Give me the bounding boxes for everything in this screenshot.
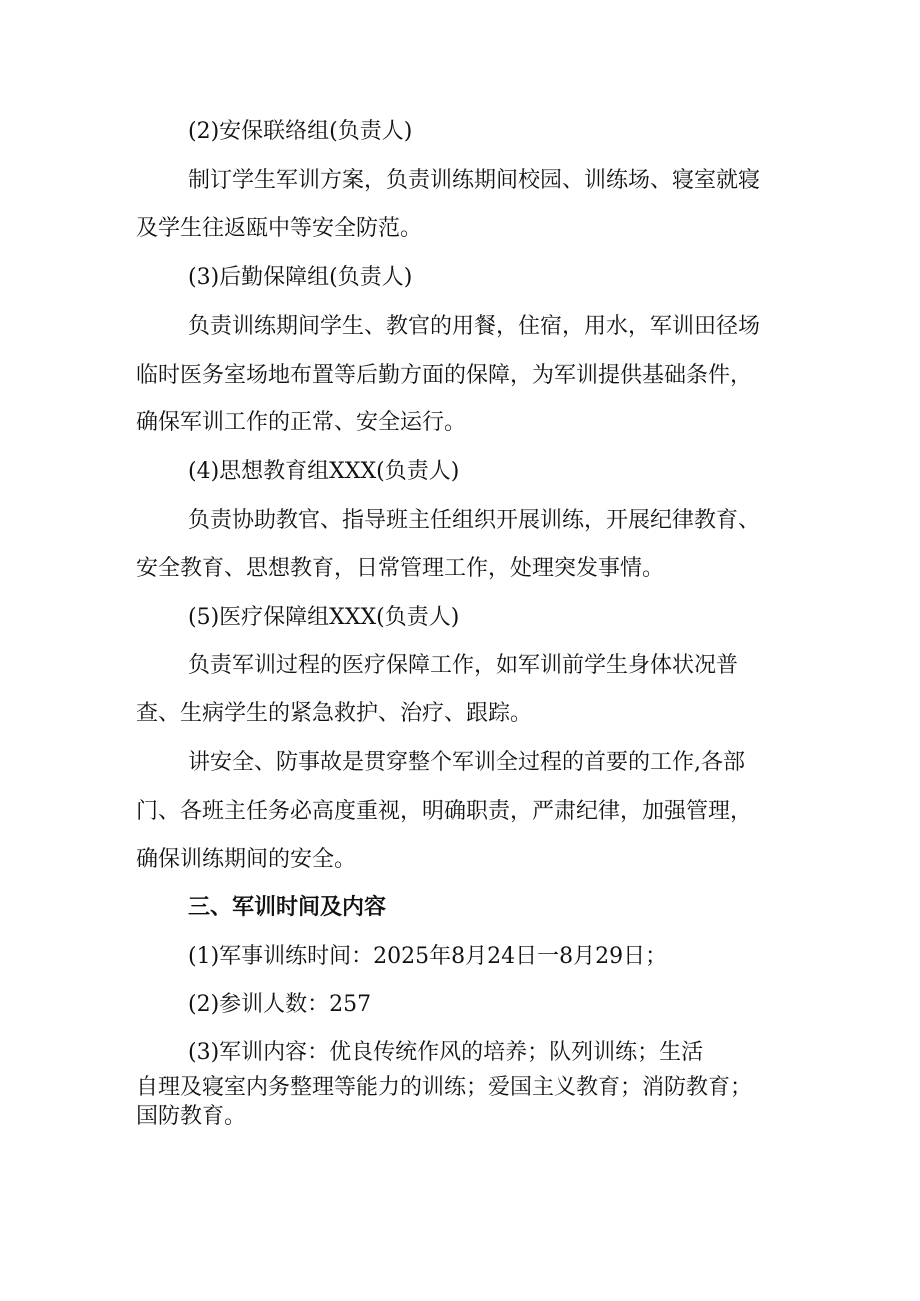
item3-body-line-2: 临时医务室场地布置等后勤方面的保障，为军训提供基础条件， — [136, 363, 753, 388]
item4-body-line-1: 负责协助教官、指导班主任组织开展训练，开展纪律教育、 — [188, 508, 761, 533]
item3-body-line-3: 确保军训工作的正常、安全运行。 — [136, 410, 467, 435]
training-time-item: (1)军事训练时间：2025年8月24日一8月29日； — [188, 944, 668, 969]
item4-body-line-2: 安全教育、思想教育，日常管理工作，处理突发事情。 — [136, 556, 665, 581]
item4-title: (4)思想教育组XXX(负责人) — [188, 459, 460, 484]
item5-body-line-2: 查、生病学生的紧急救护、治疗、跟踪。 — [136, 701, 533, 726]
item2-title: (2)安保联络组(负责人) — [188, 119, 413, 144]
item5-body-line-1: 负责军训过程的医疗保障工作，如军训前学生身体状况普 — [188, 653, 739, 678]
item2-body-line-2: 及学生往返瓯中等安全防范。 — [136, 216, 423, 241]
safety-paragraph-line-1: 讲安全、防事故是贯穿整个军训全过程的首要的工作,各部 — [188, 750, 745, 775]
section3-heading: 三、军训时间及内容 — [188, 895, 387, 920]
training-content-line-2: 自理及寝室内务整理等能力的训练；爱国主义教育；消防教育； — [136, 1075, 753, 1100]
safety-paragraph-line-3: 确保训练期间的安全。 — [136, 847, 357, 872]
item3-body-line-1: 负责训练期间学生、教官的用餐，住宿，用水，军训田径场 — [188, 314, 761, 339]
safety-paragraph-line-2: 门、各班主任务必高度重视，明确职责，严肃纪律，加强管理， — [136, 799, 753, 824]
participant-count-item: (2)参训人数：257 — [188, 992, 372, 1017]
item3-title: (3)后勤保障组(负责人) — [188, 265, 413, 290]
training-content-line-3: 国防教育。 — [136, 1104, 247, 1129]
item2-body-line-1: 制订学生军训方案，负责训练期间校园、训练场、寝室就寝 — [188, 168, 761, 193]
training-content-line-1: (3)军训内容：优良传统作风的培养；队列训练；生活 — [188, 1040, 704, 1065]
item5-title: (5)医疗保障组XXX(负责人) — [188, 605, 460, 630]
